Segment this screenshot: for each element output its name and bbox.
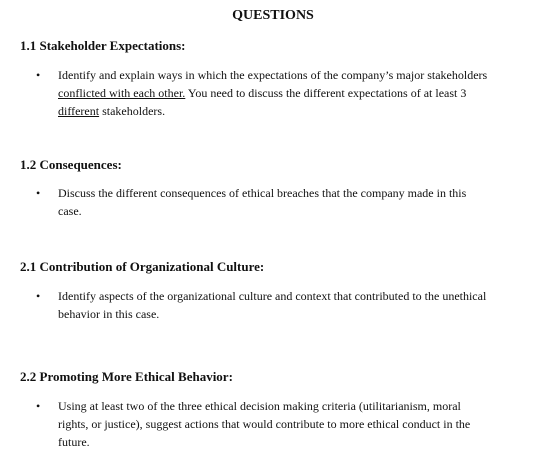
text-line: Using at least two of the three ethical decision making criteria (utilitarianism, moral	[58, 399, 461, 413]
bullet-icon: •	[36, 68, 41, 82]
text-line: Identify aspects of the organizational culture and context that contributed to the unethical	[58, 289, 487, 303]
text-line: Identify and explain ways in which the expectations of the company’s major stakeholders	[58, 68, 488, 82]
underlined-text: different	[58, 104, 100, 118]
text-line	[58, 84, 534, 102]
text-line: behavior in this case.	[58, 307, 160, 321]
text-line: future.	[58, 435, 90, 449]
bullet-icon: •	[36, 186, 41, 200]
bullet-text	[58, 397, 534, 451]
bullet-text	[58, 184, 534, 220]
section-heading-2-2: 2.2 Promoting More Ethical Behavior:	[20, 369, 233, 384]
section-heading-2-1: 2.1 Contribution of Organizational Culture:	[20, 259, 265, 274]
text-line: case.	[58, 204, 82, 218]
text-span: stakeholders.	[99, 104, 166, 118]
text-line: rights, or justice), suggest actions that would contribute to more ethical conduct in the	[58, 417, 471, 431]
section-heading-1-2: 1.2 Consequences:	[20, 157, 122, 172]
section-heading-1-1: 1.1 Stakeholder Expectations:	[20, 38, 186, 53]
bullet-icon: •	[36, 399, 41, 413]
bullet-text	[58, 66, 534, 120]
text-line: Discuss the different consequences of ethical breaches that the company made in this	[58, 186, 467, 200]
text-line	[58, 102, 534, 120]
bullet-icon: •	[36, 289, 41, 303]
text-span: You need to discuss the different expectations of at least 3	[185, 86, 467, 100]
document-title: QUESTIONS	[232, 8, 314, 23]
bullet-text	[58, 287, 534, 323]
underlined-text: conflicted with each other.	[58, 86, 186, 100]
